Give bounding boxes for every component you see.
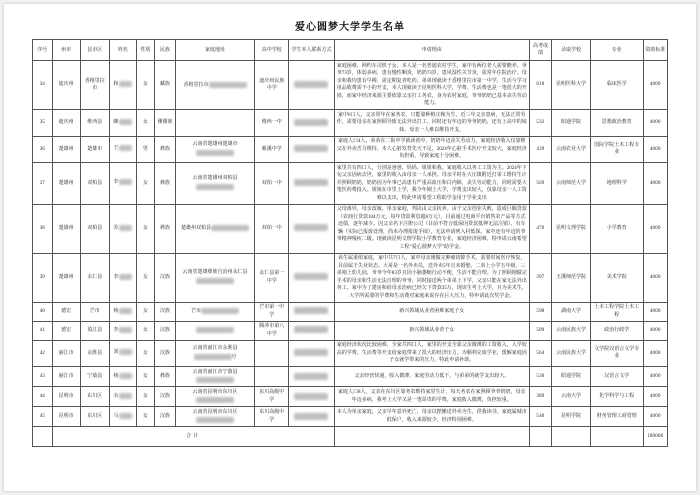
total-row [33,427,668,447]
name-prefix: 杨 [113,373,119,379]
cell-score: 610 [529,61,551,110]
cell-ethnic: 汉族 [155,340,176,367]
cell-address [175,163,254,205]
cell-gender: 女 [136,321,154,340]
cell-major: 汉语言文学 [591,367,644,387]
header-address: 家庭地址 [175,40,254,61]
cell-college: 云南大学 [551,387,590,407]
redacted-address [196,278,234,284]
redacted-name [119,225,132,231]
name-prefix: 苏 [113,225,119,231]
address-prefix: 芒市 [191,309,202,315]
table-row [33,321,668,340]
cell-highschool: 双柏一中 [255,163,289,205]
name-prefix: 李 [113,327,119,333]
cell-seq: 37 [33,163,53,205]
redacted-name [119,179,132,185]
cell-major: 文学院汉语言文学专业 [591,340,644,367]
total-amount: 180000 [643,427,668,447]
redacted-phone [294,81,328,88]
cell-name [109,110,136,137]
cell-gender: 女 [136,367,154,387]
redacted-address [196,417,234,423]
cell-contact [289,253,334,302]
cell-score: 569 [529,163,551,205]
footer-empty-seq [33,427,53,447]
header-gender: 性别 [136,40,154,61]
cell-amount: 4000 [643,387,668,407]
table-row [33,110,668,137]
cell-seq: 41 [33,321,53,340]
redacted-phone [294,413,328,420]
cell-reason: 家中6口人，父亲常年在家务农，只能靠种植庄稼为生，近三年父亲患病，无法正常劳作，需要母亲在家照顾导致无法外出打工。同时还有年迈的爷爷奶奶，还有上高中的妹妹，母亲一人难以维持开支。 [334,110,529,137]
cell-reason: 父母离异，母亲改嫁，单亲家庭，判决由父亲抚养。由于父亲创业失败，造成巨额贷款（农商行贷款104万元，每年贷款利息超8万元），目前通过电商平台销售农产品等方式还债，逐年减少。因父亲名下注册公司（目前不符合低保因贷款抵押无法注销）、有车辆（实际已报废处理，尚未办理报废手续），无法申请列入村低保。家中还有年迈的爷爷精神残疾二级。现就读昆明文理学院小学教育专业，家庭经济困难，特申请云南希望工程“爱心圆梦大学”助学金。 [334,204,529,253]
cell-name [109,367,136,387]
cell-highschool: 腾冲市第八中学 [255,321,289,340]
cell-college: 云南农业大学 [551,136,590,163]
redacted-address [196,150,234,156]
document-page [4,4,696,491]
cell-reason: 家庭人口4人，弟弟在二街中学就读初中，奶奶年迈丧失劳动力，家庭经济收入仅靠继父在外卖苦力维持，本人心脏发育先天不足，2024年心脏手术医疗开支较大，家庭经济负担重，导致家庭十分困难。 [334,136,529,163]
cell-amount: 4000 [643,321,668,340]
redacted-name [119,327,132,333]
cell-seq: 38 [33,204,53,253]
cell-score: 509 [529,321,551,340]
cell-seq: 44 [33,387,53,407]
cell-ethnic: 汉族 [155,321,176,340]
table-row [33,340,668,367]
header-contact: 学生本人联系方式 [289,40,334,61]
name-prefix: 余 [113,394,119,400]
redacted-phone [294,393,328,400]
cell-seq: 43 [33,367,53,387]
cell-score: 439 [529,136,551,163]
cell-major: 美术学院 [591,253,644,302]
cell-address [175,204,254,253]
cell-county: 永胜县 [80,340,109,367]
redacted-name [119,393,132,399]
total-label: 合计 [52,427,334,447]
cell-score: 397 [529,253,551,302]
name-prefix: 李 [113,180,119,186]
table-row [33,302,668,321]
cell-highschool: 东川高级中学 [255,407,289,427]
cell-reason: 父亲经营快递，收入微薄，家庭劳动力低下，与弟弟的就学支出较大。 [334,367,529,387]
cell-major: 化学科学与工程 [591,387,644,407]
cell-amount: 4000 [643,204,668,253]
cell-college: 昭通学院 [551,367,590,387]
cell-address [175,253,254,302]
cell-gender: 女 [136,302,154,321]
redacted-name [119,274,132,280]
cell-contact [289,321,334,340]
cell-ethnic: 汉族 [155,407,176,427]
cell-major: 思想政治教育 [591,110,644,137]
cell-amount: 4000 [643,407,668,427]
cell-name [109,253,136,302]
header-college: 录取学校 [551,40,590,61]
cell-seq: 45 [33,407,53,427]
name-prefix: 蜂 [113,120,119,126]
cell-gender: 女 [136,61,154,110]
cell-seq: 34 [33,61,53,110]
table-row [33,204,668,253]
cell-name [109,302,136,321]
cell-ethnic: 彝族 [155,163,176,205]
cell-contact [289,387,334,407]
cell-highschool: 双柏一中 [255,204,289,253]
table-row [33,367,668,387]
cell-major: 临床医学 [591,61,644,110]
cell-city: 楚雄州 [52,163,80,205]
redacted-phone [294,349,328,356]
cell-seq: 40 [33,302,53,321]
redacted-address [209,82,247,88]
cell-major: 国际学院土木工程专业 [591,136,644,163]
table-row [33,136,668,163]
header-major: 专业 [591,40,644,61]
cell-address [175,302,254,321]
redacted-address [196,184,234,190]
table-row [33,61,668,110]
cell-amount: 4000 [643,61,668,110]
cell-reason: 家庭困难，网约车司机子女，本人是一名普通农村学生，家中有两位老人需要赡养。爷爷73岁，体弱多病，患有慢性咽炎，奶奶73岁，患风湿性关节炎，需常年住院治疗。母亲和我均患有早搏，需定期复查吃药。弟弟现就读于香格里拉市第一中学，生活与学习用品收费需不小的开支，本人现就读于昆明医科大学，学费、生活费也是一笔很大的开销，而家中经济来源主要依靠父亲打工务农，身为农村家庭，爷爷奶奶已基本丧失劳动能力。 [334,61,529,110]
footer-empty-score [529,427,551,447]
cell-contact [289,163,334,205]
header-seq: 序号 [33,40,53,61]
cell-county: 楚雄市 [80,136,109,163]
cell-major: 土木工程学院土木工程 [591,302,644,321]
table-row [33,253,668,302]
name-prefix: 和 [113,82,119,88]
page-title: 爱心圆梦大学学生名单 [295,22,405,33]
cell-address [175,321,254,340]
cell-highschool: 紫溪中学 [255,136,289,163]
cell-gender: 女 [136,204,154,253]
address-prefix: 云南省楚雄彝族自治州永仁县 [182,270,248,276]
cell-college: 云南民族大学 [551,340,590,367]
cell-ethnic: 彝族 [155,204,176,253]
cell-contact [289,110,334,137]
header-name: 姓名 [109,40,136,61]
cell-highschool [255,367,289,387]
cell-address [175,136,254,163]
cell-city: 德宏 [52,321,80,340]
cell-highschool: 芒市第一中学 [255,302,289,321]
cell-seq: 39 [33,253,53,302]
cell-gender: 女 [136,110,154,137]
cell-seq: 42 [33,340,53,367]
address-prefix: 云南省楚雄州双柏县 [192,176,238,182]
cell-county: 维西县 [80,110,109,137]
address-prefix: 云南省丽江市永胜县 [192,346,238,352]
cell-highschool: 维西一中 [255,110,289,137]
cell-ethnic: 汉族 [155,253,176,302]
redacted-address [196,397,234,403]
header-highschool: 高中学校 [255,40,289,61]
redacted-address [211,225,249,231]
cell-county: 东川区 [80,407,109,427]
cell-city: 楚雄州 [52,253,80,302]
redacted-address [196,327,234,333]
redacted-phone [294,307,328,314]
cell-contact [289,340,334,367]
cell-ethnic: 汉族 [155,302,176,321]
cell-contact [289,204,334,253]
cell-name [109,163,136,205]
table-row [33,163,668,205]
cell-name [109,204,136,253]
redacted-phone [294,326,328,333]
cell-reason: 家庭人口8人，父亲在东川区靠务农维持家里生计，每天务农在家照顾爷爷奶奶，母亲年迈多病，我考上大学又是一笔昂贵的学费，家庭收入微薄，负担较重。 [334,387,529,407]
cell-ethnic: 藏族 [155,61,176,110]
table-body [33,61,668,427]
cell-address [175,367,254,387]
cell-county: 香格里拉市 [80,61,109,110]
header-city: 州市 [52,40,80,61]
header-county: 县市区 [80,40,109,61]
cell-reason: 该生属重组家庭，家中共7口人，家中母亲刚做完肿瘤切除手术，需要时间医疗恢复，目前属于失业状态。大哥是一名外卖员，送外卖5年且未婚娶，二弟上小学五年级，三弟刚上幼儿园，爷爷今年83岁且因小脑萎缩行动不便，生活不能自理。为了照顾刚做完手术的母亲和生活无法自理的爷爷，同时接送两个弟弟上下学，父亲只能在家无法外出务工。家中为了建房和给母亲治病已经欠下贷款35万，现该生考上大学，且为美术生，大学所需要的学费和生活费对家庭来说存在巨大压力，特申请此次奖学金。 [334,253,529,302]
cell-contact [289,61,334,110]
redacted-address [196,377,234,383]
address-suffix: 号 [231,354,237,360]
cell-highschool [255,340,289,367]
cell-contact [289,367,334,387]
cell-city: 丽江市 [52,367,80,387]
footer-empty-reason [334,427,529,447]
cell-city: 丽江市 [52,340,80,367]
header-ethnic: 民族 [155,40,176,61]
cell-reason: 家庭经济状况比较困难，全家共四口人，家里的开支全靠父亲微薄的工资收入，入学较高的学费、生活费等开支给家庭带来了很大的经济压力。为顺利完成学业，缓解家庭因子女就学带来的压力，特此申请补助。 [334,340,529,367]
address-prefix: 云南省昆明市东川区 [192,389,238,395]
cell-major: 财务管理工商管理 [591,407,644,427]
cell-ethnic: 彝族 [155,367,176,387]
cell-name [109,61,136,110]
name-prefix: 李 [113,274,119,280]
address-prefix: 楚雄州双柏县 [181,226,212,232]
cell-highschool: 永仁县第一中学 [255,253,289,302]
cell-name [109,407,136,427]
cell-county: 宁蒗县 [80,367,109,387]
cell-major: 政治行政学 [591,321,644,340]
cell-amount: 4000 [643,136,668,163]
name-prefix: 马 [113,414,119,420]
cell-city: 迪庆州 [52,61,80,110]
name-prefix: 王 [113,146,119,152]
name-prefix: 刘 [113,350,119,356]
cell-county: 东川区 [80,387,109,407]
cell-gender: 女 [136,253,154,302]
cell-amount: 4000 [643,367,668,387]
cell-address [175,340,254,367]
cell-score: 532 [529,110,551,137]
cell-score: 389 [529,387,551,407]
cell-highschool: 迪庆州民族中学 [255,61,289,110]
cell-city: 迪庆州 [52,110,80,137]
cell-address [175,61,254,110]
cell-college: 昭通学院 [551,110,590,137]
cell-county: 双柏县 [80,204,109,253]
table-footer [33,427,668,447]
table-header [33,40,668,61]
cell-major: 小学教育 [591,204,644,253]
footer-empty-major [591,427,644,447]
redacted-name [119,81,132,87]
cell-city: 德宏 [52,302,80,321]
cell-ethnic: 汉族 [155,387,176,407]
cell-college: 昆明医科大学 [551,61,590,110]
cell-name [109,136,136,163]
cell-name [109,340,136,367]
cell-address [175,387,254,407]
cell-county: 芒市 [80,302,109,321]
cell-reason: 新兴领域从业者困难家庭子女 [334,302,529,321]
cell-contact [289,302,334,321]
redacted-name [119,413,132,419]
cell-score: 470 [529,204,551,253]
redacted-phone [294,145,328,152]
cell-city: 楚雄州 [52,136,80,163]
address-prefix: 云南省昆明市东川区 [192,409,238,415]
redacted-address [194,354,232,360]
redacted-name [119,119,132,125]
cell-score: 540 [529,407,551,427]
student-table [32,39,668,447]
table-row [33,387,668,407]
cell-address [175,110,254,137]
cell-county: 双柏县 [80,163,109,205]
header-score: 高考成绩 [529,40,551,61]
header-amount: 资助标准 [643,40,668,61]
cell-amount: 4000 [643,340,668,367]
cell-gender: 女 [136,163,154,205]
footer-empty-college [551,427,590,447]
redacted-phone [294,273,328,280]
cell-college: 云南师范大学 [551,163,590,205]
cell-reason: 新兴领域从业者子女 [334,321,529,340]
cell-amount: 4000 [643,302,668,321]
cell-college: 昆明文理学院 [551,204,590,253]
cell-score: 598 [529,302,551,321]
redacted-phone [294,224,328,231]
cell-amount: 4000 [643,163,668,205]
cell-city: 昆明市 [52,407,80,427]
cell-county: 盈江县 [80,321,109,340]
cell-seq: 35 [33,110,53,137]
cell-major: 地理科学 [591,163,644,205]
redacted-name [119,349,132,355]
name-prefix: 杨 [113,308,119,314]
cell-name [109,387,136,407]
cell-college: 湖南大学 [551,302,590,321]
cell-ethnic: 彝族 [155,136,176,163]
cell-gender: 女 [136,387,154,407]
cell-ethnic: 傈僳族 [155,110,176,137]
redacted-phone [294,119,328,126]
address-prefix: 云南省丽江市宁蒗县 [192,369,238,375]
cell-score: 530 [529,367,551,387]
cell-city: 楚雄州 [52,204,80,253]
cell-reason: 家里共有四口人，分别是爸爸、妈妈、姐姐和我。家庭收入以务工工资为主。2024年下旬父亲因病去世，家里的收入由母亲一人承担。母亲平时在大庄镇附近打零工维持生计并照顾奶奶。奶奶因为年事已高患有严重高血压和白内障，丧失劳动能力，同时需要大笔医药费投入。姐姐在市里上学，我今年刚上大学，学费支出较大，仅靠母亲一人工资难以支出，特此申请希望工程助学金用于学业支出 [334,163,529,205]
cell-contact [289,136,334,163]
cell-college: 昆明学院 [551,407,590,427]
cell-college: 云南民族大学 [551,321,590,340]
redacted-name [119,373,132,379]
redacted-phone [294,179,328,186]
cell-score: 564 [529,340,551,367]
cell-amount: 4000 [643,253,668,302]
address-prefix: 香格里拉市 [183,82,209,88]
cell-county: 永仁县 [80,253,109,302]
redacted-address [201,308,239,314]
cell-city: 昆明市 [52,387,80,407]
redacted-name [119,308,132,314]
cell-college: 玉溪师范学院 [551,253,590,302]
cell-address [175,407,254,427]
redacted-phone [294,373,328,380]
address-prefix: 云南省楚雄州楚雄市 [192,142,238,148]
cell-seq: 36 [33,136,53,163]
cell-contact [289,407,334,427]
cell-reason: 本人为单亲家庭，父亲早年意外死亡，母亲以摆摊送外卖为生，供我读书，家庭属城市低保户，收入来源较少，经济特别困难。 [334,407,529,427]
cell-gender: 女 [136,340,154,367]
cell-gender: 女 [136,407,154,427]
redacted-name [119,145,132,151]
header-reason: 申请理由 [334,40,529,61]
cell-amount: 4000 [643,110,668,137]
table-row [33,407,668,427]
cell-gender: 男 [136,136,154,163]
cell-name [109,321,136,340]
cell-highschool: 东川高级中学 [255,387,289,407]
